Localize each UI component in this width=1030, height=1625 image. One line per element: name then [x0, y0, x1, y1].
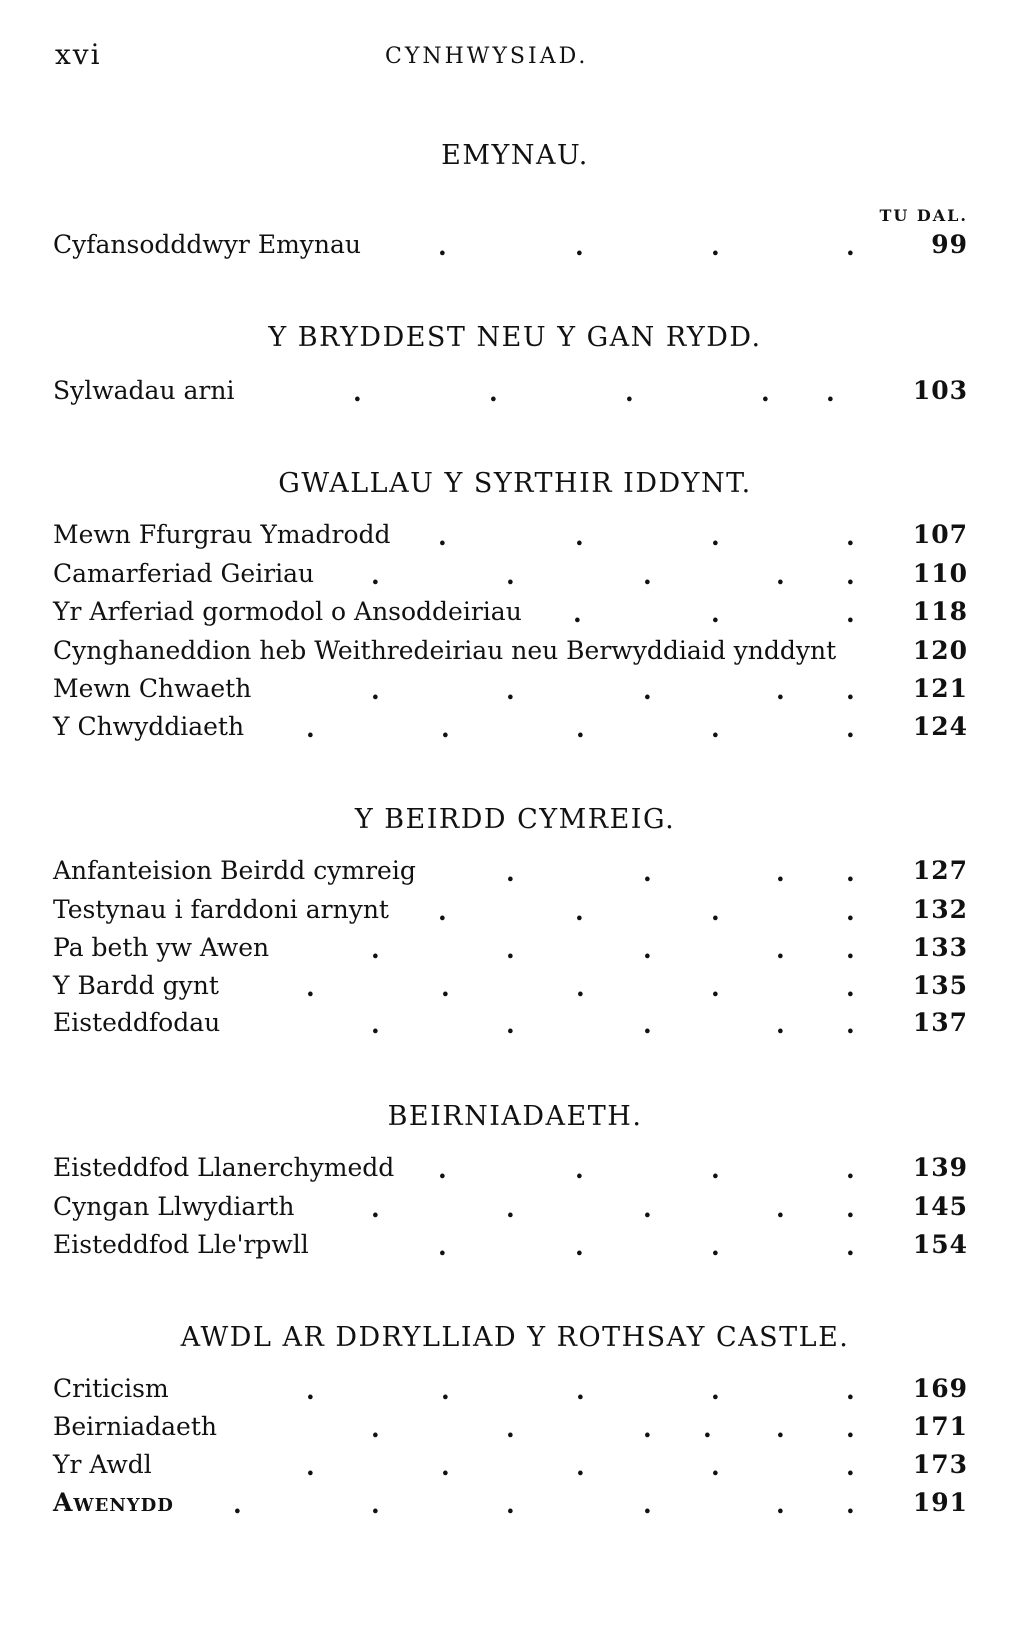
entry-title: Yr Arferiad gormodol o Ansoddeiriau: [53, 597, 522, 626]
entry-title: Criticism: [53, 1374, 169, 1403]
entry-title: Cyfansodddwyr Emynau: [53, 230, 362, 259]
entry-page: 99: [931, 230, 968, 259]
section-heading-beirniadaeth: BEIRNIADAETH.: [387, 1101, 643, 1132]
section-heading-gwallau: GWALLAU Y SYRTHIR IDDYNT.: [278, 468, 752, 499]
section-heading-y-bryddest: Y BRYDDEST NEU Y GAN RYDD.: [268, 322, 762, 353]
entry-title: Mewn Ffurgrau Ymadrodd: [53, 520, 391, 549]
entry-page: 169: [912, 1374, 968, 1403]
entry-title: Mewn Chwaeth: [53, 674, 252, 703]
entry-page: 103: [912, 376, 968, 405]
entry-page: 133: [912, 933, 968, 962]
entry-page: 121: [912, 674, 968, 703]
entry-title: Camarferiad Geiriau: [53, 559, 315, 588]
running-title: CYNHWYSIAD.: [385, 44, 589, 69]
toc-entry[interactable]: Cyngan Llwydiarth . . . . . 145: [53, 1192, 968, 1223]
toc-entry[interactable]: Camarferiad Geiriau . . . . . 110: [53, 559, 968, 590]
toc-entry[interactable]: Anfanteision Beirdd cymreig . . . . 127: [53, 856, 968, 887]
toc-entry[interactable]: Yr Awdl . . . . . 173: [53, 1450, 968, 1481]
entry-page: 120: [912, 636, 968, 665]
entry-title: Testynau i farddoni arnynt: [53, 895, 389, 924]
entry-page: 124: [912, 712, 968, 741]
toc-entry[interactable]: [53, 636, 968, 670]
toc-entry[interactable]: Sylwadau arni . . . . . 103: [53, 376, 968, 407]
entry-page: 118: [912, 597, 968, 626]
toc-entry[interactable]: Yr Arferiad gormodol o Ansoddeiriau . . . 118: [53, 597, 968, 628]
toc-entry[interactable]: Criticism . . . . . 169: [53, 1374, 968, 1405]
entry-title: Eisteddfod Lle'rpwll: [53, 1230, 309, 1259]
entry-page: 135: [912, 971, 968, 1000]
entry-title: Eisteddfodau: [53, 1008, 221, 1037]
entry-title: Anfanteision Beirdd cymreig: [53, 856, 416, 885]
entry-page: 107: [912, 520, 968, 549]
entry-page: 191: [912, 1488, 968, 1517]
toc-entry[interactable]: Mewn Ffurgrau Ymadrodd . . . . 107: [53, 520, 968, 551]
toc-entry[interactable]: Eisteddfod Llanerchymedd . . . . 139: [53, 1153, 968, 1184]
toc-entry[interactable]: Y Chwyddiaeth . . . . . 124: [53, 712, 968, 743]
entry-title: Cynghaneddion heb Weithredeiriau neu Berwyddiaid ynddynt: [53, 636, 837, 665]
column-header-page: TU DAL.: [879, 206, 968, 225]
toc-entry[interactable]: Beirniadaeth . . . . . . 171: [53, 1412, 968, 1443]
entry-page: 171: [912, 1412, 968, 1441]
entry-page: 127: [912, 856, 968, 885]
entry-page: 154: [912, 1230, 968, 1259]
entry-title: Yr Awdl: [53, 1450, 152, 1479]
entry-title: Y Bardd gynt: [53, 971, 219, 1000]
toc-entry[interactable]: Eisteddfod Lle'rpwll . . . . 154: [53, 1230, 968, 1261]
entry-title: Y Chwyddiaeth: [53, 712, 245, 741]
entry-title: Cyngan Llwydiarth: [53, 1192, 295, 1221]
entry-page: 110: [912, 559, 968, 588]
section-heading-y-beirdd: Y BEIRDD CYMREIG.: [354, 804, 676, 835]
toc-entry[interactable]: Mewn Chwaeth . . . . . 121: [53, 674, 968, 705]
entry-page: 132: [912, 895, 968, 924]
toc-entry[interactable]: Pa beth yw Awen . . . . . 133: [53, 933, 968, 964]
entry-title: Eisteddfod Llanerchymedd: [53, 1153, 395, 1182]
section-heading-emynau: EMYNAU.: [441, 140, 589, 171]
entry-title: Sylwadau arni: [53, 376, 235, 405]
toc-entry[interactable]: Testynau i farddoni arnynt . . . . 132: [53, 895, 968, 926]
entry-page: 137: [912, 1008, 968, 1037]
entry-page: 145: [912, 1192, 968, 1221]
toc-entry[interactable]: Eisteddfodau . . . . . 137: [53, 1008, 968, 1039]
toc-entry[interactable]: Y Bardd gynt . . . . . 135: [53, 971, 968, 1002]
entry-page: 173: [912, 1450, 968, 1479]
entry-title: Beirniadaeth: [53, 1412, 217, 1441]
toc-entry[interactable]: Awenydd . . . . . . 191: [53, 1488, 968, 1519]
toc-entry[interactable]: Cyfansodddwyr Emynau . . . . 99: [53, 230, 968, 261]
entry-page: 139: [912, 1153, 968, 1182]
running-head: [55, 38, 970, 78]
entry-title: Awenydd: [53, 1488, 174, 1517]
entry-title: Pa beth yw Awen: [53, 933, 270, 962]
section-heading-awdl: AWDL AR DDRYLLIAD Y ROTHSAY CASTLE.: [180, 1322, 850, 1353]
page-number: xvi: [55, 38, 102, 71]
